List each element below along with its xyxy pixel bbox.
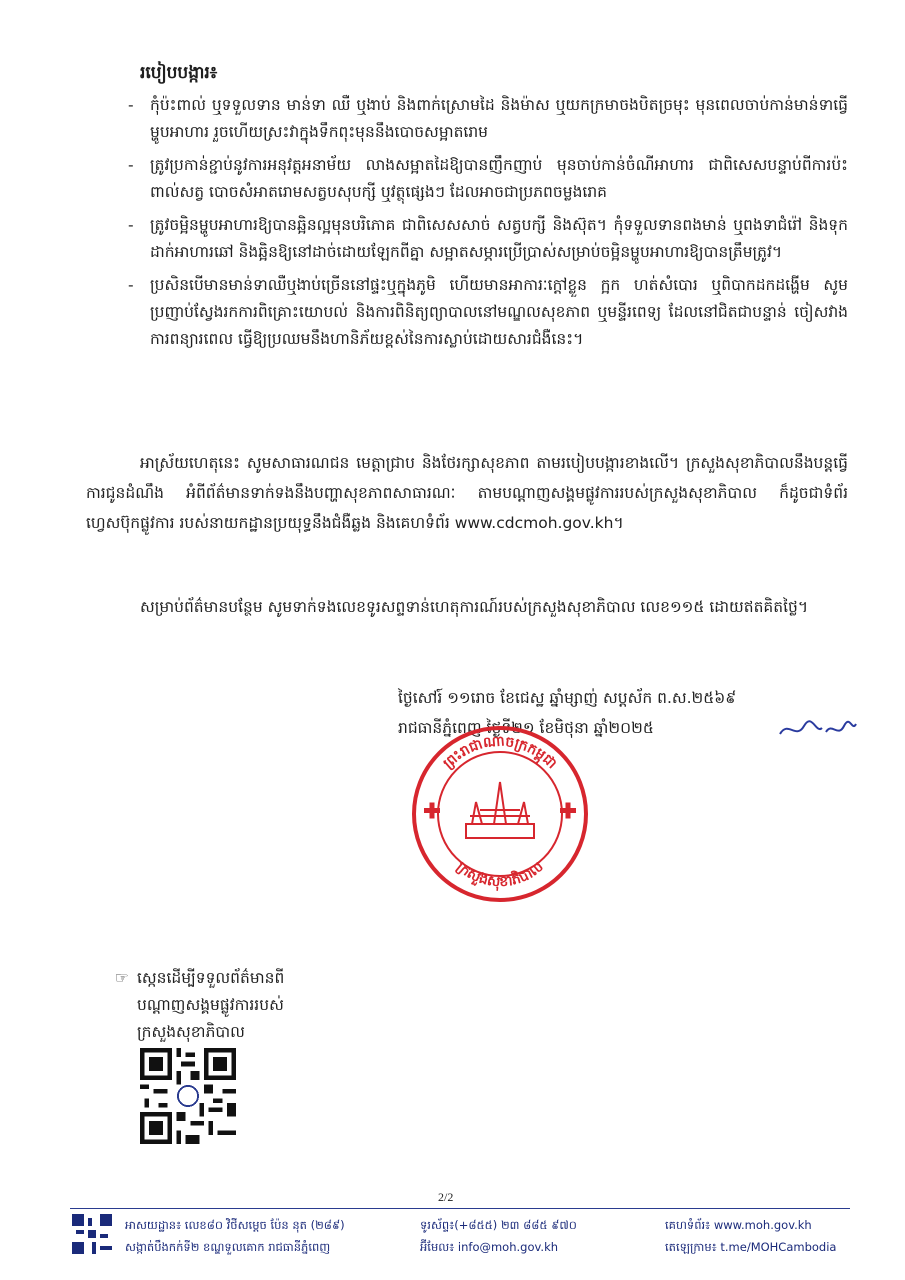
lunar-date: ថ្ងៃសៅរ៍ ១១រោច ខែជេស្ឋ ឆ្នាំម្សាញ់ សប្តស័ក ព.ស.២៥៦៩ bbox=[398, 689, 737, 707]
qr-caption-line: ស្កេនដើម្បីទទួលព័ត៌មានពី bbox=[137, 969, 285, 987]
footer-telegram[interactable]: តេឡេក្រាម៖ t.me/MOHCambodia bbox=[665, 1240, 837, 1254]
svg-text:ក្រសួងសុខាភិបាល bbox=[453, 859, 546, 892]
list-item-text: ត្រូវប្រកាន់ខ្ជាប់នូវការអនុវត្តអនាម័យ លាងសម្អាតដៃឱ្យបានញឹកញាប់ មុនចាប់កាន់ចំណីអាហារ ជាពិសេសបន្ទាប់ពីការប៉ះពាល់សត្វ បោចសំអាតរោមសត្វបសុបក្សី ឬវត្ថុផ្សេងៗ ដែលអាចជាប្រភពចម្លងរោគ bbox=[150, 156, 848, 201]
qr-caption-line: បណ្តាញសង្គមផ្លូវការរបស់ bbox=[137, 996, 284, 1014]
signature-mark bbox=[778, 714, 858, 744]
seal-bottom-text: ក្រសួងសុខាភិបាល bbox=[453, 858, 547, 891]
list-item-text: កុំប៉ះពាល់ ឬទទួលទាន មាន់ទា ឈឺ ឬងាប់ និងពាក់ស្រោមដៃ និងម៉ាស ឬយកក្រមាចងបិតច្រមុះ មុនពេលចាប់កាន់មាន់ទាធ្វើម្ហូបអាហារ រួចហើយស្រះវាក្នុងទឹកពុះមុននឹងបោចសម្អាតរោម bbox=[150, 96, 848, 141]
pointing-hand-icon: ☞ bbox=[115, 969, 129, 987]
footer-address-line: សង្កាត់បឹងកក់ទី២ ខណ្ឌទួលគោក រាជធានីភ្នំពេញ bbox=[125, 1240, 331, 1254]
footer-address-line: អាសយដ្ឋាន៖ លេខ៨០ វិថីសម្តេច ប៉ែន នុត (២៨៩) bbox=[125, 1218, 345, 1232]
prevention-list bbox=[128, 92, 848, 359]
notice-paragraph-text: អាស្រ័យហេតុនេះ សូមសាធារណជន មេត្តាជ្រាប និងថែរក្សាសុខភាព តាមរបៀបបង្ការខាងលើ។ ក្រសួងសុខាភិបាលនឹងបន្តធ្វើការជូនដំណឹង អំពីព័ត៌មានទាក់ទងនឹងបញ្ហាសុខភាពសាធារណៈ តាមបណ្តាញសង្គមផ្លូវការរបស់ក្រសួងសុខាភិបាល ក៏ដូចជាទំព័រហ្វេសប៊ុកផ្លូវការ របស់នាយកដ្ឋានប្រយុទ្ធនឹងជំងឺឆ្លង និងគេហទំព័រ bbox=[86, 454, 848, 532]
qr-caption-line: ក្រសួងសុខាភិបាល bbox=[137, 1023, 245, 1041]
list-item: - កុំប៉ះពាល់ ឬទទួលទាន មាន់ទា ឈឺ ឬងាប់ និងពាក់ស្រោមដៃ និងម៉ាស ឬយកក្រមាចងបិតច្រមុះ មុនពេលចាប់កាន់មាន់ទាធ្វើម្ហូបអាហារ រួចហើយស្រះវាក្នុងទឹកពុះមុននឹងបោចសម្អាតរោម bbox=[128, 96, 848, 141]
social-qr-code[interactable] bbox=[140, 1048, 236, 1144]
footer-phone: ទូរស័ព្ទ៖(+៨៥៥) ២៣ ៨៨៥ ៩៧០ bbox=[420, 1218, 577, 1232]
hotline-paragraph: សម្រាប់ព័ត៌មានបន្ថែម សូមទាក់ទងលេខទូរសព្ទទាន់ហេតុការណ៍របស់ក្រសួងសុខាភិបាល លេខ១១៥ ដោយឥតគិតថ្លៃ។ bbox=[140, 598, 809, 616]
footer-website[interactable]: គេហទំព័រ៖ www.moh.gov.kh bbox=[665, 1218, 812, 1232]
ministry-seal bbox=[410, 724, 590, 904]
list-item: - ត្រូវចម្អិនម្ហូបអាហារឱ្យបានឆ្អិនល្អមុនបរិភោគ ជាពិសេសសាច់ សត្វបក្សី និងស៊ុត។ កុំទទួលទានពងមាន់ ឬពងទាជំរ៉ៅ និងទុកដាក់អាហារឆៅ និងឆ្អិនឱ្យនៅដាច់ដោយឡែកពីគ្នា សម្អាតសម្ភារប្រើប្រាស់សម្រាប់ចម្អិនម្ហូបអាហារឱ្យបានត្រឹមត្រូវ។ bbox=[128, 216, 848, 261]
footer-email[interactable]: អ៊ីមែល៖ info@moh.gov.kh bbox=[420, 1240, 559, 1254]
notice-paragraph bbox=[86, 448, 848, 538]
cdc-website-link[interactable]: www.cdcmoh.gov.kh។ bbox=[454, 514, 624, 532]
list-item: - ត្រូវប្រកាន់ខ្ជាប់នូវការអនុវត្តអនាម័យ លាងសម្អាតដៃឱ្យបានញឹកញាប់ មុនចាប់កាន់ចំណីអាហារ ជាពិសេសបន្ទាប់ពីការប៉ះពាល់សត្វ បោចសំអាតរោមសត្វបសុបក្សី ឬវត្ថុផ្សេងៗ ដែលអាចជាប្រភពចម្លងរោគ bbox=[128, 156, 848, 201]
footer-divider bbox=[70, 1208, 850, 1209]
qr-caption bbox=[115, 965, 284, 1046]
footer bbox=[70, 1214, 860, 1260]
list-item-text: ត្រូវចម្អិនម្ហូបអាហារឱ្យបានឆ្អិនល្អមុនបរិភោគ ជាពិសេសសាច់ សត្វបក្សី និងស៊ុត។ កុំទទួលទានពងមាន់ ឬពងទាជំរ៉ៅ និងទុកដាក់អាហារឆៅ និងឆ្អិនឱ្យនៅដាច់ដោយឡែកពីគ្នា សម្អាតសម្ភារប្រើប្រាស់សម្រាប់ចម្អិនម្ហូបអាហារឱ្យបានត្រឹមត្រូវ។ bbox=[150, 216, 848, 261]
section-heading: របៀបបង្ការ៖ bbox=[140, 63, 218, 83]
seal-top-text: ព្រះរាជាណាចក្រកម្ពុជា bbox=[440, 733, 560, 773]
temple-icon bbox=[466, 782, 534, 838]
place-date: រាជធានីភ្នំពេញ ថ្ងៃទី២១ ខែមិថុនា ឆ្នាំ២០២៥ bbox=[398, 719, 654, 737]
list-item-text: ប្រសិនបើមានមាន់ទាឈឺឬងាប់ច្រើននៅផ្ទះឬក្នុងភូមិ ហើយមានអាការៈក្តៅខ្លួន ក្អក ហត់សំបោរ ឬពិបាកដកដង្ហើម សូមប្រញាប់ស្វែងរកការពិគ្រោះយោបល់ និងការពិនិត្យព្យាបាលនៅមណ្ឌលសុខភាព ឬមន្ទីរពេទ្យ ដែលនៅជិតជាបន្ទាន់ ចៀសវាងការពន្យារពេល ធ្វើឱ្យប្រឈមនឹងហានិភ័យខ្ពស់នៃការស្លាប់ដោយសារជំងឺនេះ។ bbox=[150, 276, 848, 348]
list-item: - ប្រសិនបើមានមាន់ទាឈឺឬងាប់ច្រើននៅផ្ទះឬក្នុងភូមិ ហើយមានអាការៈក្តៅខ្លួន ក្អក ហត់សំបោរ ឬពិបាកដកដង្ហើម សូមប្រញាប់ស្វែងរកការពិគ្រោះយោបល់ និងការពិនិត្យព្យាបាលនៅមណ្ឌលសុខភាព ឬមន្ទីរពេទ្យ ដែលនៅជិតជាបន្ទាន់ ចៀសវាងការពន្យារពេល ធ្វើឱ្យប្រឈមនឹងហានិភ័យខ្ពស់នៃការស្លាប់ដោយសារជំងឺនេះ។ bbox=[128, 276, 848, 348]
page-number: 2/2 bbox=[438, 1190, 454, 1204]
